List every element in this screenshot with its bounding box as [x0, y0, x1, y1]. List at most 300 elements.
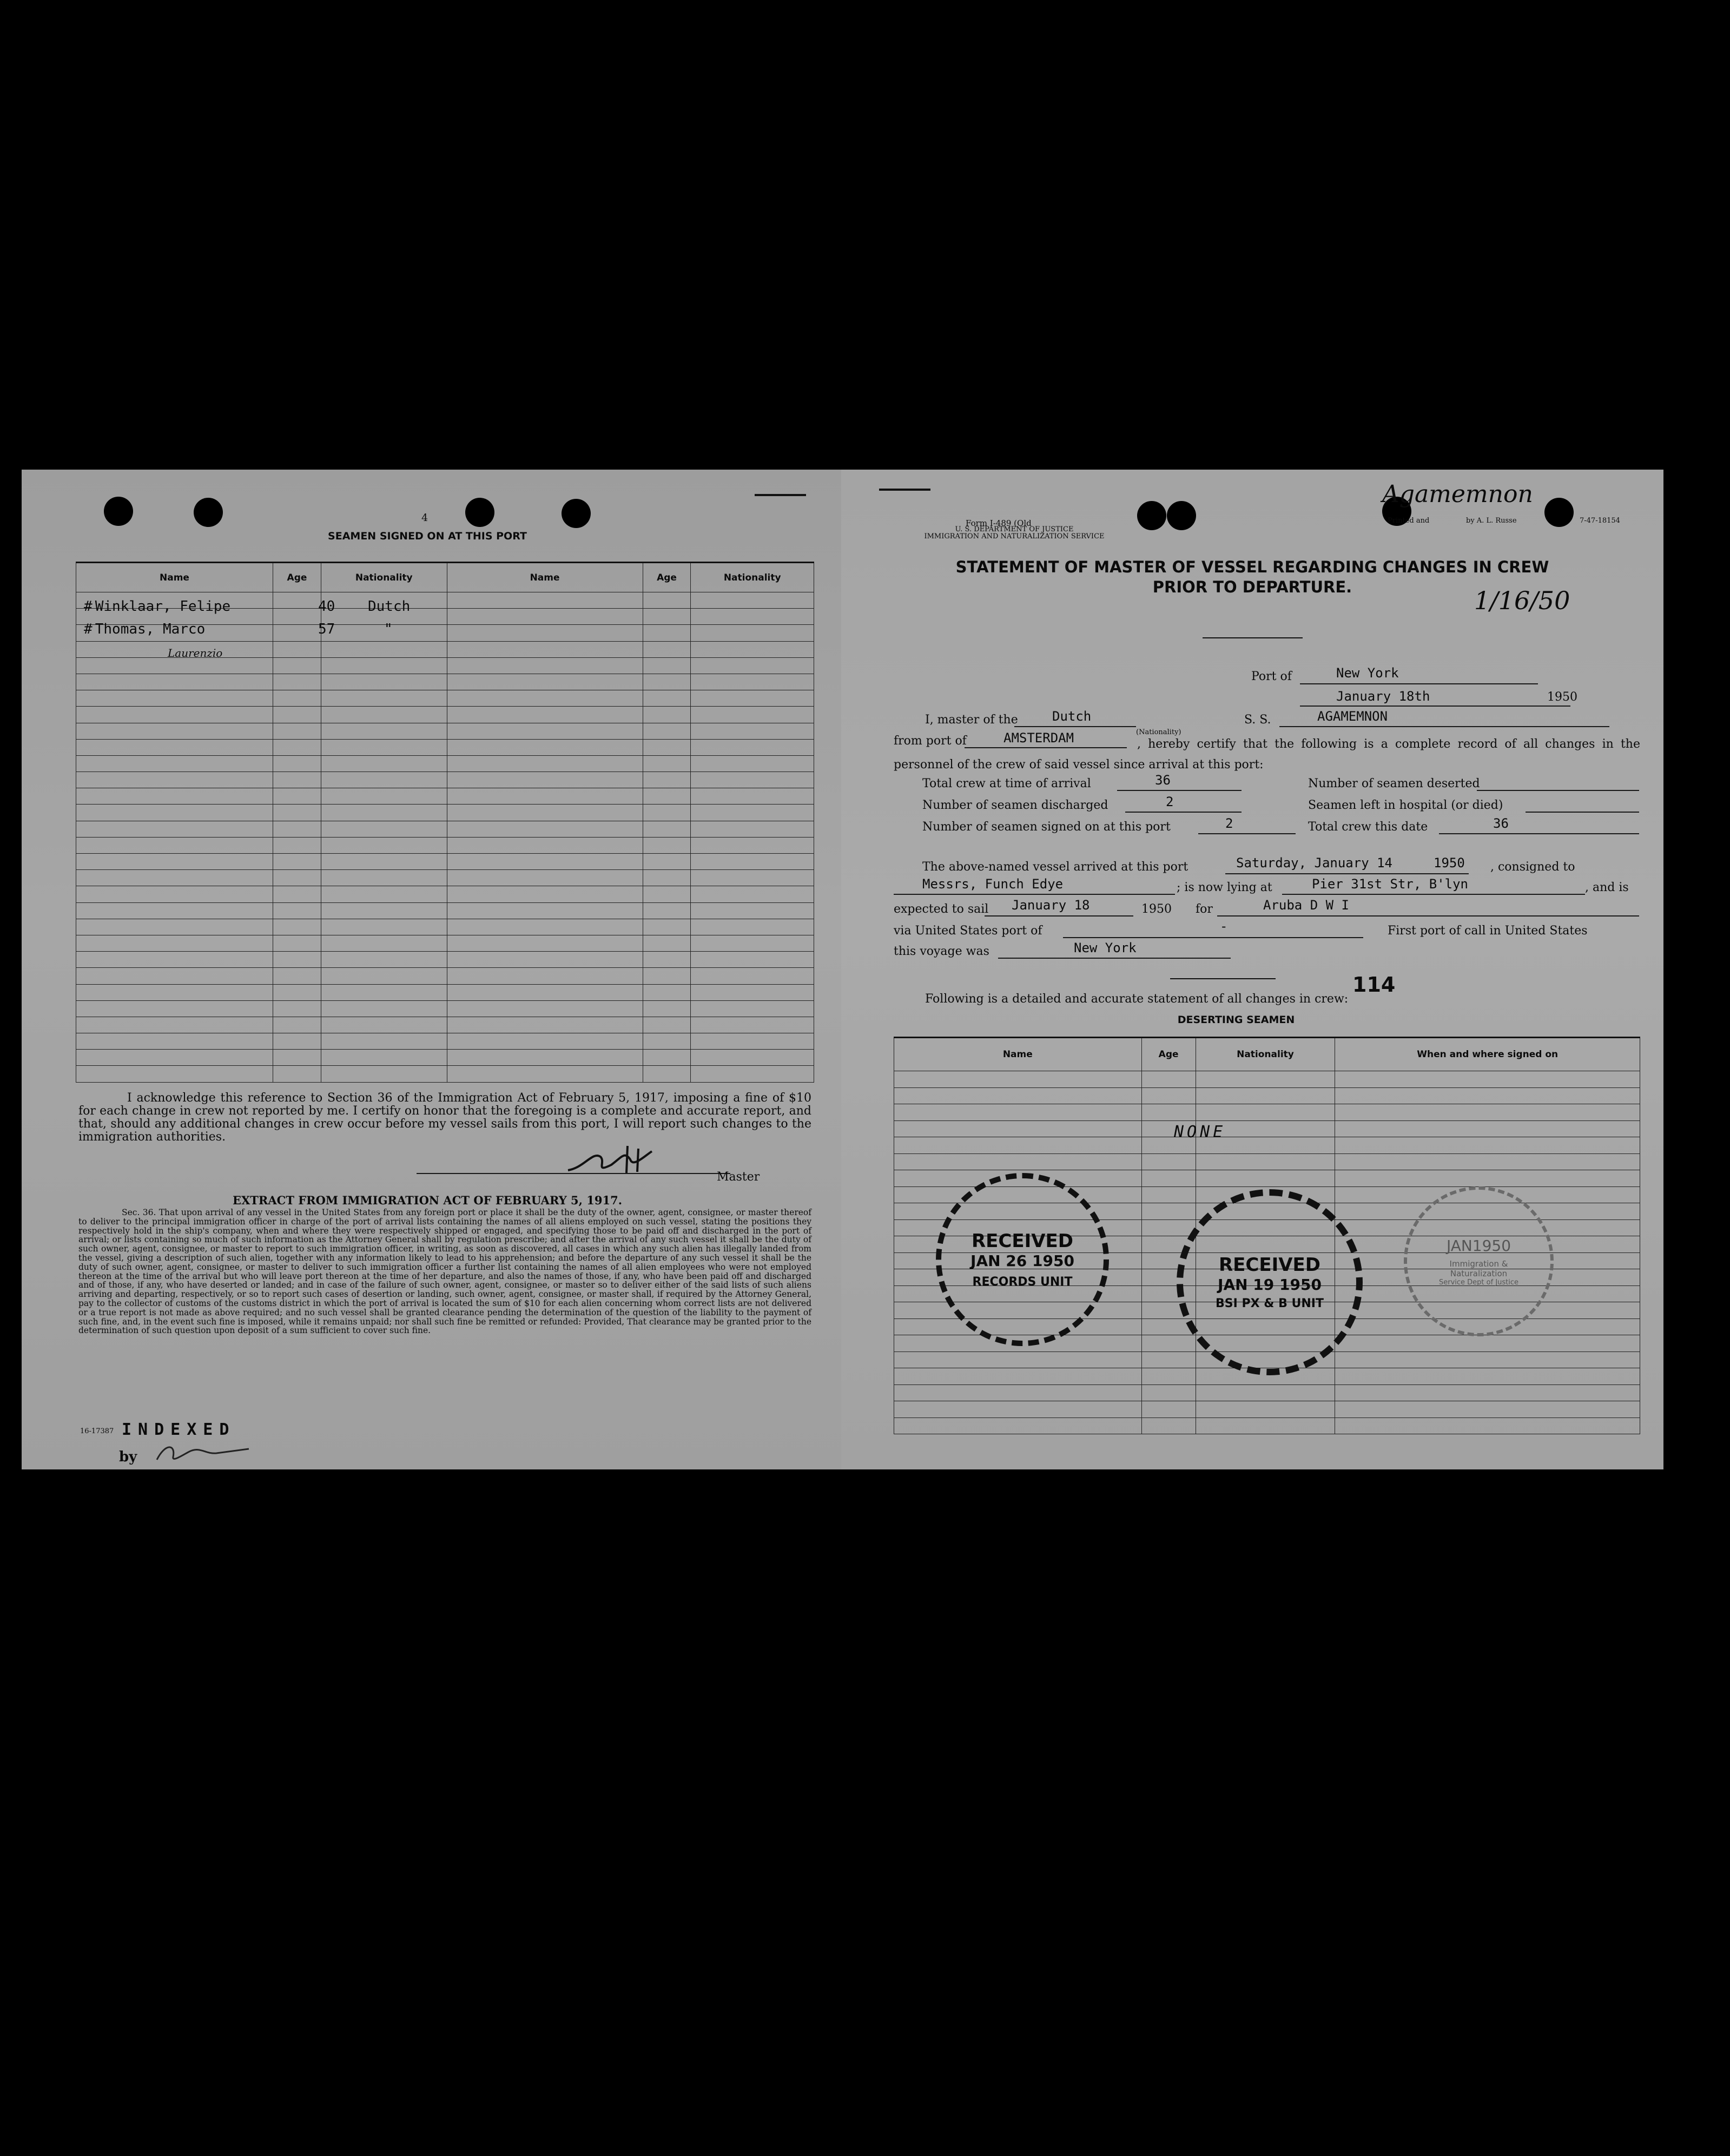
table-cell	[691, 755, 814, 772]
indexed-stamp: INDEXED	[122, 1420, 236, 1439]
table-cell	[691, 592, 814, 609]
table-cell	[1141, 1384, 1196, 1401]
table-cell	[1196, 1087, 1335, 1104]
table-cell	[76, 821, 273, 837]
total-date-line	[1439, 833, 1639, 834]
table-cell	[643, 772, 691, 788]
divider	[755, 494, 806, 496]
expected-year: 1950	[1141, 902, 1172, 916]
indexed-by: by	[119, 1449, 137, 1465]
arrived-value: Saturday, January 14	[1236, 855, 1392, 871]
signed-on-line	[1198, 833, 1296, 834]
table-cell	[643, 935, 691, 951]
seaman-nationality: Dutch	[368, 598, 411, 615]
table-row	[76, 821, 814, 837]
table-cell	[691, 837, 814, 853]
table-cell	[691, 821, 814, 837]
table-cell	[273, 952, 321, 968]
table-cell	[1335, 1071, 1640, 1088]
table-cell	[321, 984, 447, 1000]
table-row	[76, 870, 814, 886]
column-header: Name	[447, 563, 643, 592]
total-date-label: Total crew this date	[1308, 820, 1428, 834]
table-cell	[1335, 1351, 1640, 1368]
column-header: Nationality	[1196, 1038, 1335, 1071]
table-row	[76, 1050, 814, 1066]
table-cell	[447, 755, 643, 772]
table-cell	[76, 870, 273, 886]
table-cell	[321, 1000, 447, 1017]
table-cell	[1196, 1071, 1335, 1088]
nationality-line	[1014, 726, 1136, 727]
table-cell	[643, 674, 691, 690]
voyage-value: New York	[1074, 940, 1137, 955]
table-cell	[273, 609, 321, 625]
column-header: Age	[643, 563, 691, 592]
table-cell	[321, 935, 447, 951]
table-row	[76, 690, 814, 707]
table-cell	[76, 723, 273, 739]
table-cell	[321, 952, 447, 968]
number-stamp: 114	[1352, 973, 1396, 997]
table-cell	[691, 690, 814, 707]
total-arrival-label: Total crew at time of arrival	[922, 777, 1091, 790]
table-cell	[691, 707, 814, 723]
table-cell	[273, 690, 321, 707]
table-cell	[273, 723, 321, 739]
table-cell	[447, 1000, 643, 1017]
table-cell	[321, 1050, 447, 1066]
table-cell	[447, 952, 643, 968]
table-cell	[447, 1050, 643, 1066]
table-row	[76, 1066, 814, 1082]
deserting-title: DESERTING SEAMEN	[1177, 1014, 1295, 1026]
table-cell	[447, 739, 643, 755]
arrived-year: 1950	[1434, 855, 1465, 871]
form-title: STATEMENT OF MASTER OF VESSEL REGARDING CHANGES IN CREW	[955, 558, 1549, 576]
table-row	[84, 621, 205, 637]
table-cell	[691, 1017, 814, 1033]
table-cell	[1335, 1368, 1640, 1385]
master-of-label: I, master of the	[925, 713, 1018, 727]
total-arrival-value: 36	[1155, 773, 1171, 788]
table-row	[894, 1071, 1640, 1088]
table-cell	[643, 984, 691, 1000]
deserted-line	[1477, 790, 1639, 791]
stamp-bottom: RECORDS UNIT	[972, 1275, 1073, 1289]
table-cell	[691, 788, 814, 805]
stamp-date: JAN 26 1950	[970, 1252, 1074, 1270]
table-cell	[273, 739, 321, 755]
extract-title: EXTRACT FROM IMMIGRATION ACT OF FEBRUARY 5, 1917.	[232, 1194, 623, 1207]
service-stamp	[1404, 1186, 1554, 1336]
table-cell	[643, 805, 691, 821]
from-port-value: AMSTERDAM	[1003, 730, 1074, 746]
table-cell	[447, 886, 643, 902]
punch-hole	[562, 499, 591, 528]
lying-line	[1282, 894, 1585, 895]
table-cell	[273, 1066, 321, 1082]
table-row	[894, 1137, 1640, 1154]
table-cell	[691, 772, 814, 788]
printed-code: 7-47-18154	[1580, 517, 1620, 525]
table-row	[76, 968, 814, 984]
left-table-title: SEAMEN SIGNED ON AT THIS PORT	[328, 530, 527, 542]
table-cell	[691, 935, 814, 951]
column-header: Nationality	[691, 563, 814, 592]
table-row	[76, 772, 814, 788]
table-cell	[273, 592, 321, 609]
table-cell	[447, 821, 643, 837]
table-cell	[447, 854, 643, 870]
table-cell	[691, 739, 814, 755]
table-cell	[1335, 1170, 1640, 1187]
table-cell	[643, 592, 691, 609]
table-cell	[691, 723, 814, 739]
acknowledgement-text: I acknowledge this reference to Section 36 of the Immigration Act of February 5, 1917, imposing a fine of $10 for each change in crew not reported by me. I certify on honor that the foregoing is a complete and accurate report, and that, should any additional changes in crew occur before my vessel sails from this port, I will report such changes to the immigration authorities.	[78, 1091, 811, 1144]
table-cell	[1335, 1335, 1640, 1352]
table-cell	[321, 919, 447, 935]
table-cell	[76, 886, 273, 902]
table-row	[76, 805, 814, 821]
table-cell	[321, 690, 447, 707]
table-row	[76, 984, 814, 1000]
table-cell	[894, 1087, 1142, 1104]
table-cell	[321, 1017, 447, 1033]
table-cell	[894, 1401, 1142, 1418]
table-cell	[273, 968, 321, 984]
table-row	[76, 1033, 814, 1050]
table-cell	[321, 707, 447, 723]
table-cell	[894, 1071, 1142, 1088]
table-cell	[643, 788, 691, 805]
lying-value: Pier 31st Str, B'lyn	[1312, 876, 1468, 892]
table-cell	[273, 984, 321, 1000]
table-cell	[447, 1066, 643, 1082]
table-cell	[76, 952, 273, 968]
table-cell	[321, 886, 447, 902]
table-row	[894, 1417, 1640, 1434]
table-cell	[76, 739, 273, 755]
deserted-label: Number of seamen deserted	[1308, 777, 1480, 790]
form-code: 16-17387	[80, 1427, 114, 1435]
table-cell	[691, 902, 814, 919]
table-row	[76, 788, 814, 805]
table-cell	[447, 1017, 643, 1033]
for-value: Aruba D W I	[1263, 898, 1349, 913]
for-label: for	[1196, 902, 1213, 916]
table-cell	[1141, 1335, 1196, 1352]
column-header: Name	[894, 1038, 1142, 1071]
table-cell	[643, 919, 691, 935]
table-row	[894, 1104, 1640, 1121]
stamp-line: Immigration &	[1449, 1258, 1508, 1269]
table-cell	[447, 968, 643, 984]
punch-hole	[1544, 498, 1574, 527]
table-cell	[1141, 1401, 1196, 1418]
table-cell	[76, 772, 273, 788]
table-cell	[321, 902, 447, 919]
department-line: U. S. DEPARTMENT OF JUSTICE	[955, 525, 1074, 533]
column-header: Name	[76, 563, 273, 592]
signature-line	[417, 1173, 730, 1174]
table-cell	[273, 772, 321, 788]
table-row	[76, 902, 814, 919]
table-cell	[273, 707, 321, 723]
consigned-label: , consigned to	[1490, 860, 1575, 874]
table-cell	[76, 805, 273, 821]
table-row	[894, 1087, 1640, 1104]
table-cell	[894, 1368, 1142, 1385]
table-cell	[1335, 1120, 1640, 1137]
table-cell	[894, 1417, 1142, 1434]
table-cell	[1141, 1071, 1196, 1088]
table-cell	[273, 674, 321, 690]
table-row	[84, 598, 230, 615]
stamp-top: RECEIVED	[972, 1230, 1073, 1252]
table-row	[894, 1384, 1640, 1401]
table-row	[76, 755, 814, 772]
table-cell	[273, 788, 321, 805]
table-cell	[321, 821, 447, 837]
table-cell	[643, 755, 691, 772]
table-cell	[273, 1033, 321, 1050]
received-stamp	[1177, 1189, 1363, 1375]
stamp-date: JAN 19 1950	[1218, 1276, 1322, 1294]
table-cell	[321, 805, 447, 821]
expected-line	[985, 915, 1133, 917]
table-cell	[447, 609, 643, 625]
table-cell	[273, 919, 321, 935]
table-cell	[691, 919, 814, 935]
table-cell	[1141, 1219, 1196, 1236]
table-cell	[321, 641, 447, 657]
stamp-bottom: BSI PX & B UNIT	[1216, 1297, 1324, 1310]
table-cell	[76, 755, 273, 772]
punch-hole	[1167, 501, 1196, 530]
table-row	[76, 657, 814, 674]
table-cell	[76, 1033, 273, 1050]
table-cell	[321, 968, 447, 984]
table-cell	[691, 968, 814, 984]
table-cell	[321, 1066, 447, 1082]
table-cell	[894, 1120, 1142, 1137]
page-number: 4	[421, 512, 428, 524]
stamp-date: JAN1950	[1446, 1236, 1511, 1255]
table-row	[76, 723, 814, 739]
table-cell	[1141, 1153, 1196, 1170]
table-cell	[1141, 1186, 1196, 1203]
table-cell	[643, 723, 691, 739]
table-cell	[1335, 1401, 1640, 1418]
table-cell	[447, 935, 643, 951]
table-cell	[76, 674, 273, 690]
service-line: IMMIGRATION AND NATURALIZATION SERVICE	[924, 532, 1105, 540]
divider	[879, 489, 930, 491]
signed-on-table	[76, 562, 814, 1083]
table-cell	[76, 902, 273, 919]
table-cell	[643, 609, 691, 625]
punch-hole	[104, 497, 133, 526]
table-cell	[643, 902, 691, 919]
table-cell	[273, 1017, 321, 1033]
port-line	[1300, 683, 1538, 684]
row-mark: #	[84, 598, 93, 615]
table-cell	[894, 1153, 1142, 1170]
table-cell	[691, 984, 814, 1000]
seaman-age: 40	[318, 598, 335, 615]
voyage-line	[998, 958, 1231, 959]
signed-on-value: 2	[1225, 816, 1233, 831]
table-cell	[447, 837, 643, 853]
stamp-top: RECEIVED	[1219, 1254, 1320, 1276]
total-arrival-line	[1117, 790, 1242, 791]
nationality-caption: (Nationality)	[1136, 728, 1181, 736]
table-cell	[643, 1050, 691, 1066]
row-mark: #	[84, 621, 93, 637]
table-cell	[447, 919, 643, 935]
table-cell	[1141, 1351, 1196, 1368]
table-cell	[1335, 1137, 1640, 1154]
expected-value: January 18	[1012, 898, 1090, 913]
table-row	[894, 1153, 1640, 1170]
handwritten-date: 1/16/50	[1474, 586, 1570, 615]
column-header: Age	[273, 563, 321, 592]
table-cell	[894, 1104, 1142, 1121]
nationality-value: Dutch	[1052, 709, 1092, 724]
table-cell	[1141, 1203, 1196, 1220]
table-cell	[321, 739, 447, 755]
extract-text: Sec. 36. That upon arrival of any vessel in the United States from any foreign port or place it shall be the duty of the owner, agent, consignee, or master thereof to deliver to the principal immigration officer in charge of the port of arrival lists containing the names of all aliens employed on such vessel, stating the positions they respectively hold in the ship's company, when and where they were respectively shipped or engaged, and specifying those to be paid off and discharged in the port of arrival; or lists containing so much of such information as the Attorney General shall by regulation prescribe; and after the arrival of any such vessel it shall be the duty of such owner, agent, consignee, or master to report to such immigration officer, in writing, as soon as discovered, all cases in which any such alien has illegally landed from the vessel, giving a description of such alien, together with any information likely to lead to his apprehension; and before the departure of any such vessel it shall be the duty of such owner, agent, consignee, or master to deliver to such immigration officer a further list containing the names of all alien employees who were not employed thereon at the time of the arrival but who will leave port thereon at the time of her departure, and also the names of those, if any, who have been paid off and discharged and of those, if any, who have deserted or landed; and in case of the failure of such owner, agent, consignee, or master so to deliver either of the said lists of such aliens arriving and departing, respectively, or so to report such cases of desertion or landing, such owner, agent, consignee, or master shall, if required by the Attorney General, pay to the collector of customs of the customs district in which the port of arrival is located the sum of $10 for each alien concerning whom correct lists are not delivered or a true report is not made as above required; and no such vessel shall be granted clearance pending the determination of the question of the liability to the payment of such fine, and, in the event such fine is imposed, while it remains unpaid; nor shall such fine be remitted or refunded: Provided, That clearance may be granted prior to the determination of such question upon deposit of a sum sufficient to cover such fine.	[78, 1208, 811, 1336]
table-cell	[447, 657, 643, 674]
following-text: Following is a detailed and accurate statement of all changes in crew:	[925, 992, 1349, 1006]
table-row	[76, 1017, 814, 1033]
table-cell	[447, 674, 643, 690]
table-cell	[1335, 1104, 1640, 1121]
table-cell	[1141, 1170, 1196, 1187]
table-cell	[894, 1137, 1142, 1154]
table-cell	[643, 657, 691, 674]
table-cell	[643, 707, 691, 723]
first-port-label: First port of call in United States	[1388, 924, 1588, 938]
table-cell	[447, 723, 643, 739]
table-cell	[1196, 1104, 1335, 1121]
table-cell	[76, 1000, 273, 1017]
vessel-value: AGAMEMNON	[1317, 709, 1388, 724]
table-cell	[643, 625, 691, 641]
table-cell	[1141, 1104, 1196, 1121]
master-label: Master	[717, 1170, 760, 1184]
divider	[1203, 637, 1303, 638]
table-cell	[76, 1050, 273, 1066]
table-cell	[321, 837, 447, 853]
table-cell	[447, 984, 643, 1000]
table-row	[76, 854, 814, 870]
table-row	[76, 674, 814, 690]
table-cell	[643, 1000, 691, 1017]
table-cell	[643, 641, 691, 657]
table-cell	[691, 609, 814, 625]
table-row	[76, 952, 814, 968]
table-cell	[273, 886, 321, 902]
table-cell	[643, 739, 691, 755]
printed-by-name: by A. L. Russe	[1466, 517, 1517, 525]
table-cell	[1196, 1170, 1335, 1187]
indexer-initials	[151, 1438, 260, 1465]
form-label: Form I-489 (Old	[966, 518, 1032, 528]
discharged-label: Number of seamen discharged	[922, 799, 1108, 812]
table-cell	[321, 723, 447, 739]
table-cell	[894, 1384, 1142, 1401]
table-cell	[447, 1033, 643, 1050]
right-page	[841, 470, 1663, 1469]
table-cell	[643, 821, 691, 837]
table-cell	[643, 968, 691, 984]
for-line	[1217, 915, 1639, 917]
table-cell	[273, 805, 321, 821]
table-cell	[273, 854, 321, 870]
table-cell	[273, 641, 321, 657]
table-cell	[1141, 1368, 1196, 1385]
table-cell	[321, 674, 447, 690]
stamp-line: Naturalization	[1450, 1268, 1508, 1278]
table-cell	[447, 902, 643, 919]
table-cell	[321, 772, 447, 788]
table-cell	[76, 1017, 273, 1033]
table-cell	[447, 788, 643, 805]
table-cell	[321, 755, 447, 772]
punch-hole	[194, 498, 223, 527]
table-cell	[1141, 1417, 1196, 1434]
table-cell	[1196, 1417, 1335, 1434]
table-cell	[273, 870, 321, 886]
table-cell	[76, 984, 273, 1000]
ss-label: S. S.	[1244, 713, 1271, 727]
consignee-line	[894, 894, 1175, 895]
certify-text: , hereby certify that the following is a complete record of all changes in the personnel of the crew of said vessel since arrival at this port:	[894, 737, 1640, 772]
table-cell	[643, 1033, 691, 1050]
punch-hole	[465, 498, 494, 527]
table-cell	[76, 919, 273, 935]
table-cell	[321, 870, 447, 886]
table-cell	[76, 788, 273, 805]
table-cell	[76, 854, 273, 870]
table-cell	[321, 1033, 447, 1050]
none-entry: NONE	[1174, 1123, 1226, 1142]
table-cell	[691, 674, 814, 690]
table-cell	[447, 690, 643, 707]
seaman-name: Thomas, Marco	[95, 621, 206, 637]
from-port-label: from port of	[894, 734, 967, 748]
column-header: When and where signed on	[1335, 1038, 1640, 1071]
received-stamp	[936, 1173, 1109, 1346]
total-date-value: 36	[1493, 816, 1509, 831]
printed-by: Printed and	[1388, 517, 1430, 525]
table-cell	[1196, 1401, 1335, 1418]
table-row	[76, 1000, 814, 1017]
table-cell	[691, 870, 814, 886]
stamp-line: Service Dept of Justice	[1438, 1278, 1519, 1287]
table-cell	[447, 805, 643, 821]
table-cell	[1196, 1384, 1335, 1401]
table-cell	[691, 1000, 814, 1017]
hospital-label: Seamen left in hospital (or died)	[1308, 799, 1503, 812]
table-cell	[894, 1351, 1142, 1368]
seaman-age: 57	[318, 621, 335, 637]
table-cell	[1335, 1384, 1640, 1401]
table-cell	[273, 902, 321, 919]
table-row	[894, 1401, 1640, 1418]
